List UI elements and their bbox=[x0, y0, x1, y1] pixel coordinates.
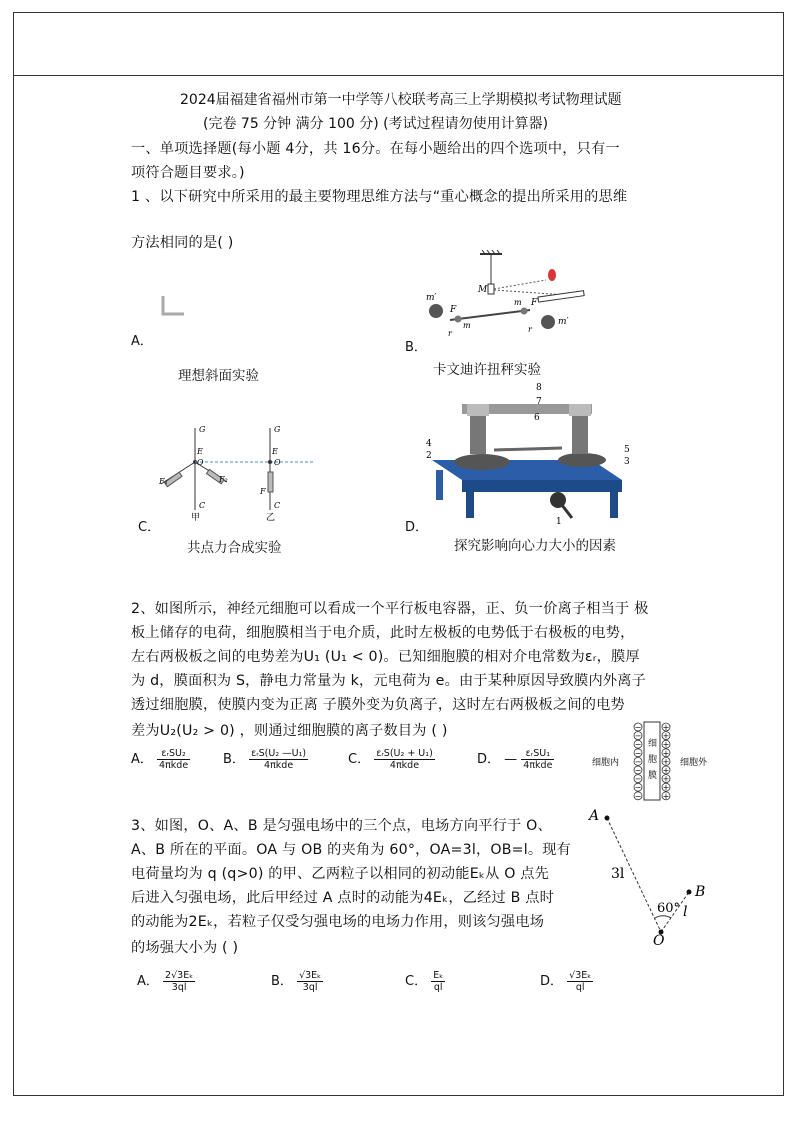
q1-stem: 1 、以下研究中所采用的最主要物理思维方法与“重心概念的提出所采用的思维 bbox=[131, 189, 628, 205]
label-outside: 细胞外 bbox=[680, 758, 708, 768]
ion-sign: − bbox=[634, 791, 642, 801]
label-C-right: C bbox=[274, 501, 281, 510]
label-F1: F₁ bbox=[159, 477, 168, 486]
label-O-left: O bbox=[197, 458, 204, 467]
label-1: 1 bbox=[556, 517, 562, 527]
label-5: 5 bbox=[624, 445, 630, 455]
q2-stem-2: 板上储存的电荷，细胞膜相当于电介质，此时左极板的电势低于右极板的电势， bbox=[131, 625, 635, 641]
q2-stem-3: 左右两极板之间的电势差为U₁ (U₁ < 0)。已知细胞膜的相对介电常数为εᵣ，膜厚 bbox=[131, 649, 640, 665]
q3-option-c-fraction: $\frac{\text{Eₖ}}{ql}$ bbox=[433, 970, 444, 993]
q2-option-a-letter: A． bbox=[131, 752, 153, 767]
oab-geometry-figure bbox=[585, 800, 725, 950]
q3-stem-3: 电荷量均为 q (q>0) 的甲、乙两粒子以相同的初动能Eₖ从 O 点先 bbox=[131, 866, 550, 882]
q1-option-b-caption: 卡文迪许扭秤实验 bbox=[433, 362, 541, 378]
q3-option-d-letter: D． bbox=[540, 974, 564, 989]
label-membrane-1: 细 bbox=[648, 739, 658, 749]
label-2: 2 bbox=[426, 451, 432, 461]
ion-sign: + bbox=[662, 757, 670, 767]
q3-option-d-fraction: $\frac{\text{√3Eₖ}}{ql}$ bbox=[569, 970, 592, 993]
label-F-right: F bbox=[531, 298, 538, 308]
negative-ions bbox=[634, 723, 642, 801]
label-8: 8 bbox=[536, 383, 542, 393]
q1-option-a-letter[interactable]: A． bbox=[131, 334, 153, 349]
ion-sign: − bbox=[634, 783, 642, 793]
q2-option-c-fraction: $\frac{\text{εᵣS(U₂ + U₁)}}{\text{4πkde}}$ bbox=[376, 748, 433, 771]
label-membrane-2: 胞 bbox=[648, 755, 658, 765]
q3-option-a-fraction: $\frac{\text{2√3Eₖ}}{3ql}$ bbox=[165, 970, 194, 993]
q3-stem-6: 的场强大小为 ( ) bbox=[131, 940, 239, 956]
force-composition-figure bbox=[155, 420, 315, 530]
label-F-left: F bbox=[450, 305, 457, 315]
label-membrane-3: 膜 bbox=[648, 771, 658, 781]
q3-option-a[interactable] bbox=[137, 970, 195, 993]
label-M: M bbox=[478, 285, 488, 295]
q3-option-c-letter: C． bbox=[405, 974, 428, 989]
label-yi: 乙 bbox=[266, 513, 276, 523]
label-jia: 甲 bbox=[191, 513, 201, 523]
label-F2: F₂ bbox=[219, 475, 228, 484]
q3-stem-5: 的动能为2Eₖ，若粒子仅受匀强电场的电场力作用，则该匀强电场 bbox=[131, 914, 545, 930]
ion-sign: + bbox=[662, 740, 670, 750]
q3-option-a-letter: A． bbox=[137, 974, 159, 989]
q2-option-d-sign: — bbox=[504, 752, 518, 767]
section-heading: 一、单项选择题(每小题 4分，共 16分。在每小题给出的四个选项中，只有一 bbox=[131, 141, 620, 157]
q2-option-c[interactable] bbox=[348, 748, 435, 771]
q2-stem-6: 差为U₂(U₂ > 0) ，则通过细胞膜的离子数目为 ( ) bbox=[131, 723, 448, 739]
label-B: B bbox=[695, 884, 706, 900]
q3-option-d[interactable] bbox=[540, 970, 593, 993]
ion-sign: − bbox=[634, 723, 642, 732]
ion-sign: + bbox=[662, 731, 670, 741]
q1-option-a-caption: 理想斜面实验 bbox=[178, 368, 259, 384]
incline-fragment-icon bbox=[160, 294, 186, 318]
label-6: 6 bbox=[534, 413, 540, 423]
large-sphere-right bbox=[541, 315, 555, 329]
point-A bbox=[605, 816, 610, 821]
label-3: 3 bbox=[624, 457, 630, 467]
label-60-degrees: 60° bbox=[657, 901, 681, 916]
exam-subtitle: (完卷 75 分钟 满分 100 分) (考试过程请勿使用计算器) bbox=[203, 116, 549, 132]
q2-option-b-letter: B． bbox=[223, 752, 245, 767]
ion-sign: − bbox=[634, 766, 642, 775]
ion-sign: + bbox=[662, 766, 670, 775]
label-G-right: G bbox=[274, 425, 281, 434]
q2-option-d-letter: D． bbox=[477, 752, 501, 767]
ion-sign: − bbox=[634, 731, 642, 741]
q1-option-c-letter[interactable]: C． bbox=[138, 520, 161, 535]
label-r-right: r bbox=[528, 325, 532, 334]
label-3l: 3l bbox=[611, 866, 625, 882]
large-sphere-left bbox=[429, 304, 443, 318]
q2-option-b-fraction: $\frac{\text{εᵣS(U₂ —U₁)}}{\text{4πkde}}$ bbox=[251, 748, 307, 771]
q3-stem-2: A、B 所在的平面。OA 与 OB 的夹角为 60°，OA=3l，OB=l。现有 bbox=[131, 842, 572, 858]
q3-option-b-fraction: $\frac{\text{√3Eₖ}}{3ql}$ bbox=[299, 970, 322, 993]
q2-option-a-fraction: $\frac{\text{εᵣSU₂}}{\text{4πkde}}$ bbox=[159, 748, 189, 771]
q1-option-b-letter[interactable]: B． bbox=[405, 340, 427, 355]
ion-sign: + bbox=[662, 783, 670, 793]
q3-stem-1: 3、如图，O、A、B 是匀强电场中的三个点，电场方向平行于 O、 bbox=[131, 818, 552, 834]
label-m-left: m bbox=[463, 321, 471, 330]
label-4: 4 bbox=[426, 439, 432, 449]
label-F-right: F bbox=[260, 487, 266, 496]
label-C-left: C bbox=[199, 501, 206, 510]
label-O: O bbox=[653, 933, 665, 949]
section-heading-cont: 项符合题目要求。) bbox=[131, 165, 245, 181]
q2-option-d[interactable] bbox=[477, 748, 554, 771]
q1-stem-cont: 方法相同的是( ) bbox=[131, 235, 234, 251]
label-m-prime-right: m′ bbox=[558, 317, 569, 327]
q3-option-b-letter: B． bbox=[271, 974, 293, 989]
q3-option-c[interactable] bbox=[405, 970, 445, 993]
q1-option-a-figure bbox=[160, 294, 186, 318]
q3-stem-4: 后进入匀强电场，此后甲经过 A 点时的动能为4Eₖ，乙经过 B 点时 bbox=[131, 890, 554, 906]
ion-sign: + bbox=[662, 723, 670, 732]
header-divider bbox=[13, 75, 784, 76]
point-B bbox=[687, 890, 692, 895]
cell-membrane-figure bbox=[592, 720, 722, 804]
label-l: l bbox=[683, 904, 688, 920]
q2-option-b[interactable] bbox=[223, 748, 308, 771]
label-G-left: G bbox=[199, 425, 206, 434]
q2-stem-5: 透过细胞膜，使膜内变为正离 子膜外变为负离子，这时左右两极板之间的电势 bbox=[131, 697, 625, 713]
positive-ions bbox=[662, 723, 670, 801]
label-inside: 细胞内 bbox=[592, 758, 620, 768]
q2-option-d-fraction: $\frac{\text{εᵣSU₁}}{\text{4πkde}}$ bbox=[523, 748, 553, 771]
q2-option-c-letter: C． bbox=[348, 752, 371, 767]
label-E-left: E bbox=[197, 447, 203, 456]
label-O-right: O bbox=[274, 458, 281, 467]
q1-option-d-caption: 探究影响向心力大小的因素 bbox=[454, 538, 616, 554]
torsion-balance-figure bbox=[420, 250, 590, 350]
label-E-right: E bbox=[272, 447, 278, 456]
ion-sign: − bbox=[634, 748, 642, 758]
q1-option-c-caption: 共点力合成实验 bbox=[187, 540, 282, 556]
ion-sign: − bbox=[634, 740, 642, 750]
ion-sign: + bbox=[662, 791, 670, 801]
exam-title: 2024届福建省福州市第一中学等八校联考高三上学期模拟考试物理试题 bbox=[180, 92, 622, 108]
label-7: 7 bbox=[536, 397, 542, 407]
ion-sign: + bbox=[662, 748, 670, 758]
label-m-prime-left: m′ bbox=[426, 293, 437, 303]
q1-option-d-letter[interactable]: D． bbox=[405, 520, 429, 535]
label-A: A bbox=[589, 808, 600, 824]
q2-stem-1: 2、如图所示，神经元细胞可以看成一个平行板电容器，正、负一价离子相当于 极 bbox=[131, 601, 649, 617]
q2-option-a[interactable] bbox=[131, 748, 190, 771]
q3-option-b[interactable] bbox=[271, 970, 323, 993]
label-m-right: m bbox=[514, 298, 522, 307]
label-r-left: r bbox=[448, 329, 452, 338]
ion-sign: + bbox=[662, 774, 670, 784]
q2-stem-4: 为 d，膜面积为 S，静电力常量为 k，元电荷为 e。由于某种原因导致膜内外离子 bbox=[131, 673, 646, 689]
centripetal-apparatus-figure bbox=[422, 380, 632, 528]
ion-sign: − bbox=[634, 757, 642, 767]
ion-sign: − bbox=[634, 774, 642, 784]
